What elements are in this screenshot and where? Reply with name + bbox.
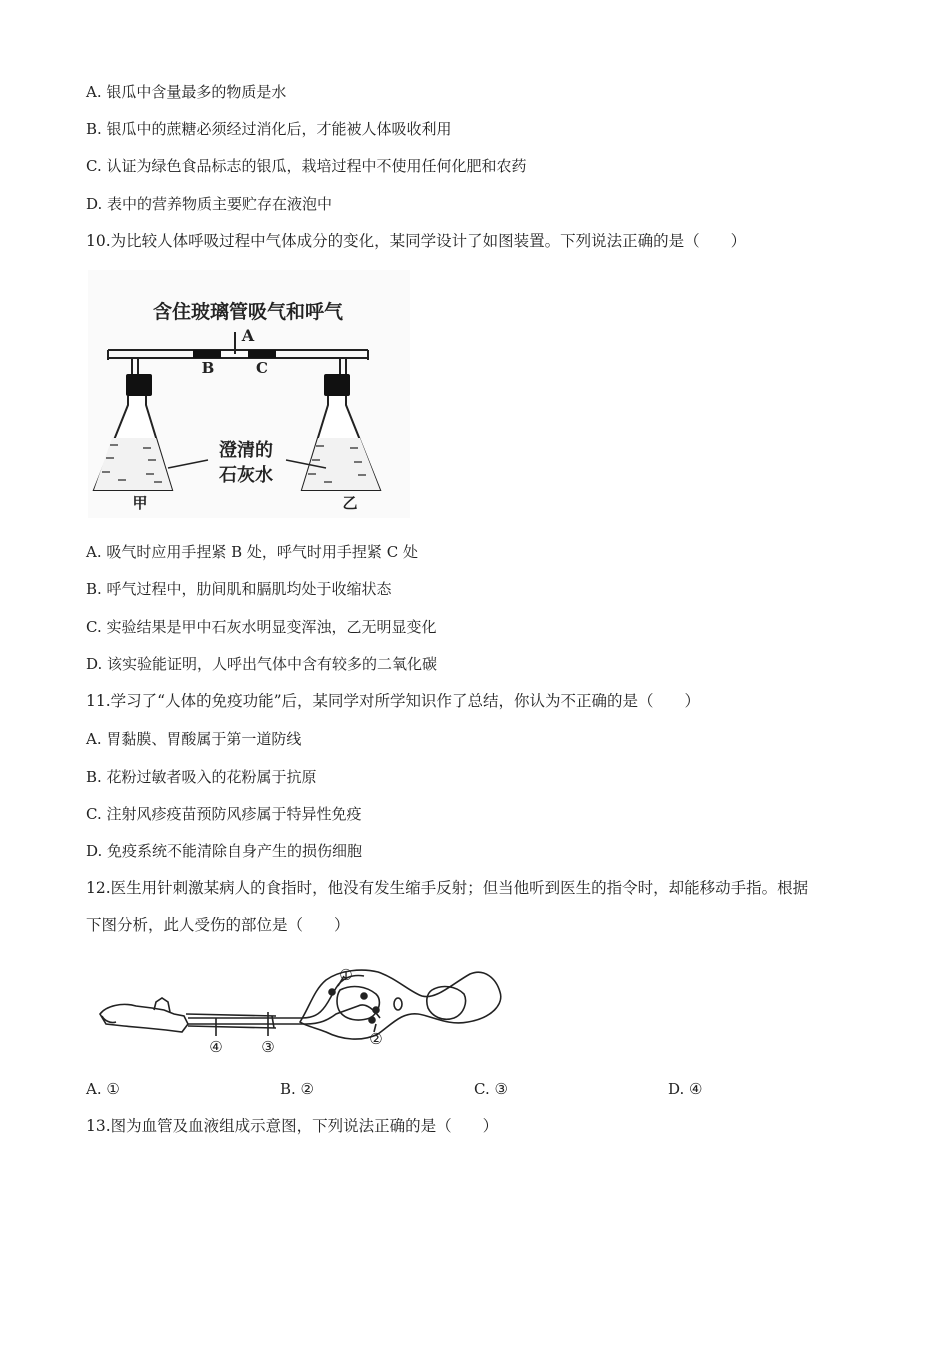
q12-option-a: A. ① — [86, 1080, 120, 1098]
q12-stem-line2: 下图分析，此人受伤的部位是（ ） — [86, 916, 350, 934]
label-a: A — [241, 326, 255, 345]
q13-stem: 13.图为血管及血液组成示意图，下列说法正确的是（ ） — [86, 1117, 499, 1135]
q9-option-a: A. 银瓜中含量最多的物质是水 — [86, 83, 287, 101]
fig-title: 含住玻璃管吸气和呼气 — [152, 301, 344, 323]
liquid-label-2: 石灰水 — [219, 465, 273, 486]
flask-left-label: 甲 — [132, 494, 148, 512]
q9-option-c: C. 认证为绿色食品标志的银瓜，栽培过程中不使用任何化肥和农药 — [86, 157, 527, 175]
q11-option-a: A. 胃黏膜、胃酸属于第一道防线 — [86, 730, 302, 748]
q12-reflex-arc-figure — [96, 962, 510, 1058]
q10-option-a: A. 吸气时应用手捏紧 B 处，呼气时用手捏紧 C 处 — [86, 543, 418, 561]
mark-1: ① — [339, 966, 353, 984]
flask-right-label: 乙 — [342, 494, 358, 512]
hand-outline — [100, 1004, 188, 1032]
q10-breathing-apparatus-figure — [88, 270, 410, 518]
q11-stem: 11.学习了“人体的免疫功能”后，某同学对所学知识作了总结，你认为不正确的是（ ） — [86, 692, 701, 710]
q11-option-b: B. 花粉过敏者吸入的花粉属于抗原 — [86, 768, 317, 786]
q9-option-b: B. 银瓜中的蔗糖必须经过消化后，才能被人体吸收利用 — [86, 120, 452, 138]
q10-option-b: B. 呼气过程中，肋间肌和膈肌均处于收缩状态 — [86, 580, 392, 598]
mark-4: ④ — [209, 1038, 223, 1056]
q12-stem-line1: 12.医生用针刺激某病人的食指时，他没有发生缩手反射；但当他听到医生的指令时，却能移动手指。根据 — [86, 879, 809, 897]
q12-option-b: B. ② — [280, 1080, 315, 1098]
mark-2: ② — [369, 1030, 383, 1048]
q12-option-c: C. ③ — [474, 1080, 508, 1098]
q11-option-c: C. 注射风疹疫苗预防风疹属于特异性免疫 — [86, 805, 362, 823]
q11-option-d: D. 免疫系统不能清除自身产生的损伤细胞 — [86, 842, 363, 860]
q12-option-d: D. ④ — [668, 1080, 703, 1098]
q10-option-d: D. 该实验能证明，人呼出气体中含有较多的二氧化碳 — [86, 655, 438, 673]
q10-option-c: C. 实验结果是甲中石灰水明显变浑浊，乙无明显变化 — [86, 618, 437, 636]
q10-stem: 10.为比较人体呼吸过程中气体成分的变化，某同学设计了如图装置。下列说法正确的是（ ） — [86, 232, 747, 250]
mark-3: ③ — [261, 1038, 275, 1056]
label-b: B — [201, 359, 215, 377]
q9-option-d: D. 表中的营养物质主要贮存在液泡中 — [86, 195, 333, 213]
clamp-c — [248, 350, 276, 358]
label-c: C — [256, 359, 268, 377]
liquid-label-1: 澄清的 — [219, 440, 273, 461]
clamp-b — [193, 350, 221, 358]
